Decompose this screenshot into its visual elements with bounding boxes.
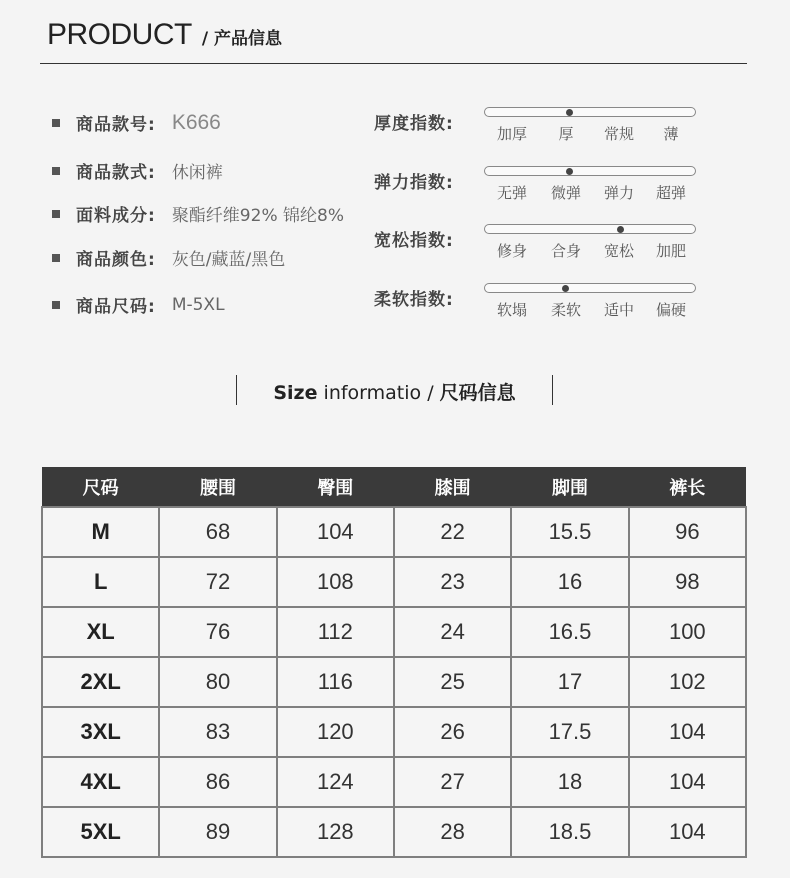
size-cell: 3XL xyxy=(42,707,159,757)
size-table-row xyxy=(42,507,746,557)
bullet-icon xyxy=(52,301,60,309)
measurement-cell: 15.5 xyxy=(511,507,628,557)
measurement-cell: 86 xyxy=(159,757,276,807)
measurement-cell: 76 xyxy=(159,607,276,657)
index-marker xyxy=(617,226,624,233)
header-subtitle: / 产品信息 xyxy=(201,29,282,49)
measurement-cell: 128 xyxy=(277,807,394,857)
measurement-cell: 26 xyxy=(394,707,511,757)
size-section-title xyxy=(237,378,552,405)
measurement-cell: 104 xyxy=(629,757,746,807)
size-title-rest: informatio / xyxy=(317,382,440,404)
size-cell: L xyxy=(42,557,159,607)
size-table-header-cell: 尺码 xyxy=(42,467,159,507)
size-table-row xyxy=(42,707,746,757)
measurement-cell: 18.5 xyxy=(511,807,628,857)
index-option: 微弹 xyxy=(550,184,581,202)
info-value: K666 xyxy=(171,110,221,134)
index-option: 修身 xyxy=(496,242,527,260)
index-track xyxy=(484,283,696,293)
measurement-cell: 102 xyxy=(629,657,746,707)
size-table xyxy=(41,467,747,858)
index-label: 柔软指数: xyxy=(374,290,454,310)
measurement-cell: 27 xyxy=(394,757,511,807)
measurement-cell: 83 xyxy=(159,707,276,757)
index-row xyxy=(374,220,704,266)
info-label: 商品款号: xyxy=(76,115,156,135)
info-value: M-5XL xyxy=(171,294,225,315)
index-option: 宽松 xyxy=(603,242,634,260)
index-option: 无弹 xyxy=(496,184,527,202)
measurement-cell: 104 xyxy=(629,807,746,857)
bullet-icon xyxy=(52,119,60,127)
measurement-cell: 17 xyxy=(511,657,628,707)
size-cell: 4XL xyxy=(42,757,159,807)
index-option: 偏硬 xyxy=(655,301,686,319)
index-option: 加厚 xyxy=(496,125,527,143)
measurement-cell: 23 xyxy=(394,557,511,607)
info-label: 商品尺码: xyxy=(76,297,156,317)
info-row xyxy=(52,245,285,270)
measurement-cell: 104 xyxy=(277,507,394,557)
measurement-cell: 100 xyxy=(629,607,746,657)
size-table-row xyxy=(42,557,746,607)
index-track xyxy=(484,224,696,234)
measurement-cell: 28 xyxy=(394,807,511,857)
index-track xyxy=(484,166,696,176)
index-label: 弹力指数: xyxy=(374,173,454,193)
info-value: 休闲裤 xyxy=(171,163,223,183)
index-option: 软塌 xyxy=(496,301,527,319)
measurement-cell: 16 xyxy=(511,557,628,607)
info-label: 商品款式: xyxy=(76,163,156,183)
header-title: PRODUCT xyxy=(47,18,192,51)
size-table-row xyxy=(42,807,746,857)
size-table-header-cell: 膝围 xyxy=(394,467,511,507)
size-title-cn: 尺码信息 xyxy=(439,382,516,404)
size-cell: M xyxy=(42,507,159,557)
measurement-cell: 104 xyxy=(629,707,746,757)
measurement-cell: 80 xyxy=(159,657,276,707)
info-row xyxy=(52,201,344,226)
measurement-cell: 112 xyxy=(277,607,394,657)
info-value: 聚酯纤维92% 锦纶8% xyxy=(171,206,344,226)
index-marker xyxy=(566,168,573,175)
index-option: 薄 xyxy=(663,125,679,143)
page-header xyxy=(47,18,282,58)
size-table-header-cell: 腰围 xyxy=(159,467,276,507)
info-row xyxy=(52,158,223,183)
measurement-cell: 68 xyxy=(159,507,276,557)
measurement-cell: 72 xyxy=(159,557,276,607)
index-option: 适中 xyxy=(603,301,634,319)
size-table-header-cell: 裤长 xyxy=(629,467,746,507)
info-row xyxy=(52,110,221,135)
size-table-header-cell: 臀围 xyxy=(277,467,394,507)
info-label: 面料成分: xyxy=(76,206,156,226)
info-label: 商品颜色: xyxy=(76,250,156,270)
bullet-icon xyxy=(52,254,60,262)
measurement-cell: 17.5 xyxy=(511,707,628,757)
measurement-cell: 116 xyxy=(277,657,394,707)
size-table-header-row xyxy=(42,467,746,507)
measurement-cell: 108 xyxy=(277,557,394,607)
size-table-header-cell: 脚围 xyxy=(511,467,628,507)
index-row xyxy=(374,162,704,208)
index-marker xyxy=(562,285,569,292)
index-option: 加肥 xyxy=(655,242,686,260)
index-option: 合身 xyxy=(550,242,581,260)
measurement-cell: 24 xyxy=(394,607,511,657)
index-option: 厚 xyxy=(558,125,574,143)
measurement-cell: 22 xyxy=(394,507,511,557)
measurement-cell: 120 xyxy=(277,707,394,757)
measurement-cell: 98 xyxy=(629,557,746,607)
size-cell: XL xyxy=(42,607,159,657)
measurement-cell: 25 xyxy=(394,657,511,707)
index-label: 厚度指数: xyxy=(374,114,454,134)
header-divider xyxy=(40,63,747,64)
bullet-icon xyxy=(52,167,60,175)
size-title-bar-right xyxy=(552,375,553,405)
size-title-bold: Size xyxy=(273,382,318,404)
measurement-cell: 18 xyxy=(511,757,628,807)
bullet-icon xyxy=(52,210,60,218)
index-row xyxy=(374,279,704,325)
size-table-row xyxy=(42,657,746,707)
size-table-row xyxy=(42,607,746,657)
measurement-cell: 16.5 xyxy=(511,607,628,657)
index-option: 超弹 xyxy=(655,184,686,202)
index-label: 宽松指数: xyxy=(374,231,454,251)
measurement-cell: 89 xyxy=(159,807,276,857)
info-row xyxy=(52,292,225,317)
index-marker xyxy=(566,109,573,116)
size-cell: 5XL xyxy=(42,807,159,857)
index-option: 弹力 xyxy=(603,184,634,202)
info-value: 灰色/藏蓝/黑色 xyxy=(171,250,286,270)
size-table-row xyxy=(42,757,746,807)
index-option: 柔软 xyxy=(550,301,581,319)
measurement-cell: 124 xyxy=(277,757,394,807)
size-cell: 2XL xyxy=(42,657,159,707)
measurement-cell: 96 xyxy=(629,507,746,557)
index-option: 常规 xyxy=(603,125,634,143)
index-row xyxy=(374,103,704,149)
index-track xyxy=(484,107,696,117)
